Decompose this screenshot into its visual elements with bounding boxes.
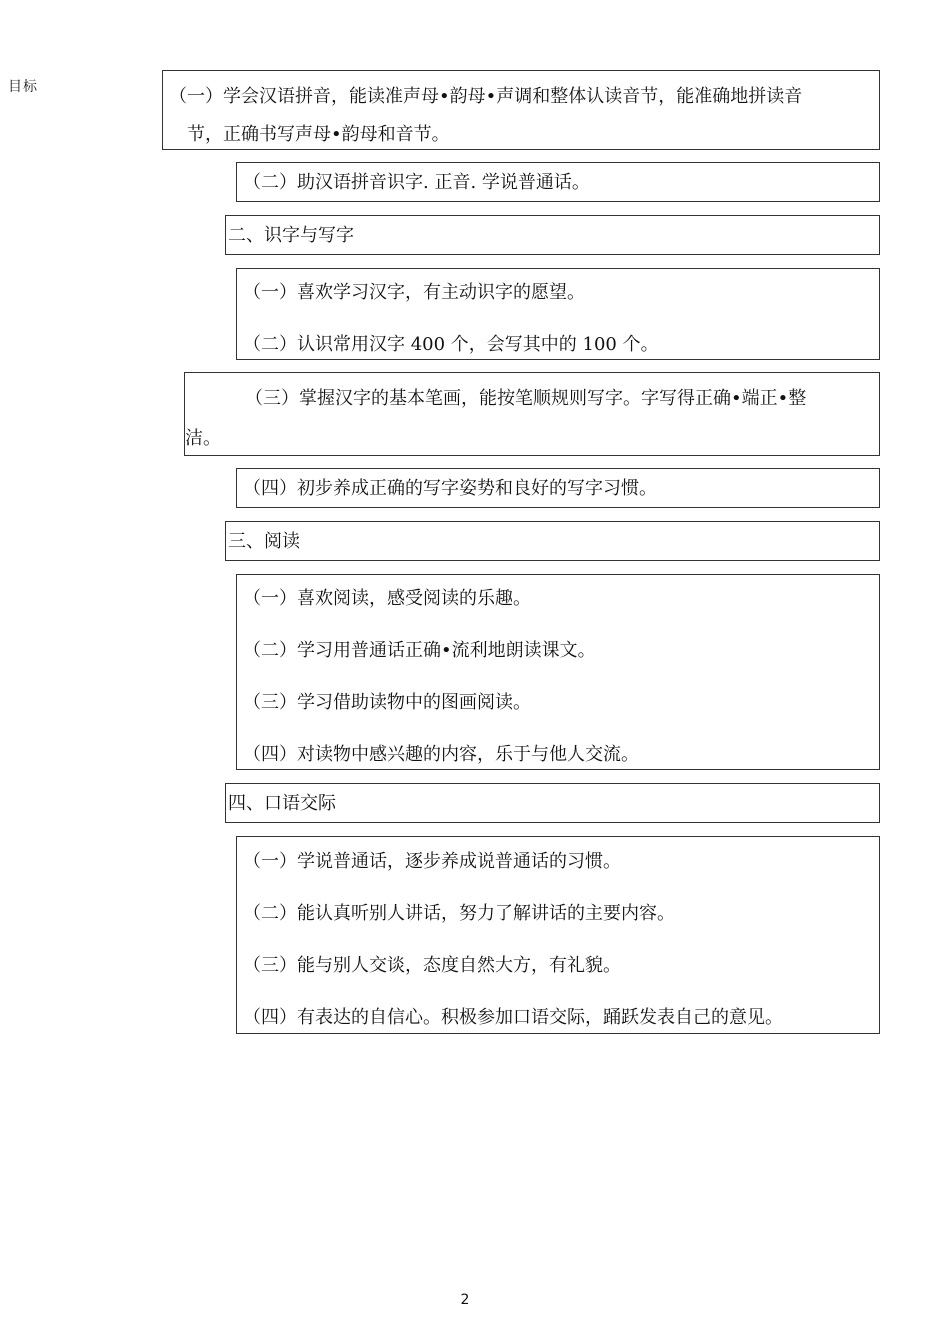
reading-heading-box bbox=[225, 521, 880, 561]
side-label-goals: 目标 bbox=[8, 79, 38, 95]
oral-item-1: （一）学说普通话，逐步养成说普通话的习惯。 bbox=[243, 851, 621, 872]
literacy-heading-box bbox=[225, 215, 880, 255]
literacy-item-3-line-1: （三）掌握汉字的基本笔画，能按笔顺规则写字。字写得正确•端正•整 bbox=[245, 388, 807, 409]
reading-item-1: （一）喜欢阅读，感受阅读的乐趣。 bbox=[243, 588, 531, 609]
oral-heading-box bbox=[225, 783, 880, 823]
page-number: 2 bbox=[460, 1292, 470, 1308]
reading-item-3: （三）学习借助读物中的图画阅读。 bbox=[243, 692, 531, 713]
oral-heading: 四、口语交际 bbox=[228, 793, 336, 814]
reading-heading: 三、阅读 bbox=[228, 531, 300, 552]
literacy-heading: 二、识字与写字 bbox=[228, 225, 354, 246]
literacy-items-1-2-box bbox=[236, 268, 880, 360]
pinyin-item-1-line-1: （一）学会汉语拼音，能读准声母•韵母•声调和整体认读音节，能准确地拼读音 bbox=[169, 86, 803, 107]
literacy-item-4: （四）初步养成正确的写字姿势和良好的写字习惯。 bbox=[243, 478, 657, 499]
literacy-item-3-box bbox=[184, 372, 880, 456]
pinyin-item-2: （二）助汉语拼音识字. 正音. 学说普通话。 bbox=[243, 172, 590, 193]
reading-items-box bbox=[236, 574, 880, 770]
reading-item-2: （二）学习用普通话正确•流利地朗读课文。 bbox=[243, 640, 596, 661]
pinyin-item-1-box bbox=[162, 70, 880, 150]
pinyin-item-2-box bbox=[236, 162, 880, 202]
reading-item-4: （四）对读物中感兴趣的内容，乐于与他人交流。 bbox=[243, 744, 639, 765]
literacy-item-4-box bbox=[236, 468, 880, 508]
oral-item-3: （三）能与别人交谈，态度自然大方，有礼貌。 bbox=[243, 955, 621, 976]
oral-item-4: （四）有表达的自信心。积极参加口语交际，踊跃发表自己的意见。 bbox=[243, 1007, 783, 1028]
oral-item-2: （二）能认真听别人讲话，努力了解讲话的主要内容。 bbox=[243, 903, 675, 924]
literacy-item-1: （一）喜欢学习汉字，有主动识字的愿望。 bbox=[243, 282, 585, 303]
pinyin-item-1-line-2: 节，正确书写声母•韵母和音节。 bbox=[187, 124, 450, 145]
literacy-item-3-line-2: 洁。 bbox=[185, 428, 221, 449]
literacy-item-2: （二）认识常用汉字 400 个，会写其中的 100 个。 bbox=[243, 334, 659, 355]
oral-items-box bbox=[236, 836, 880, 1034]
